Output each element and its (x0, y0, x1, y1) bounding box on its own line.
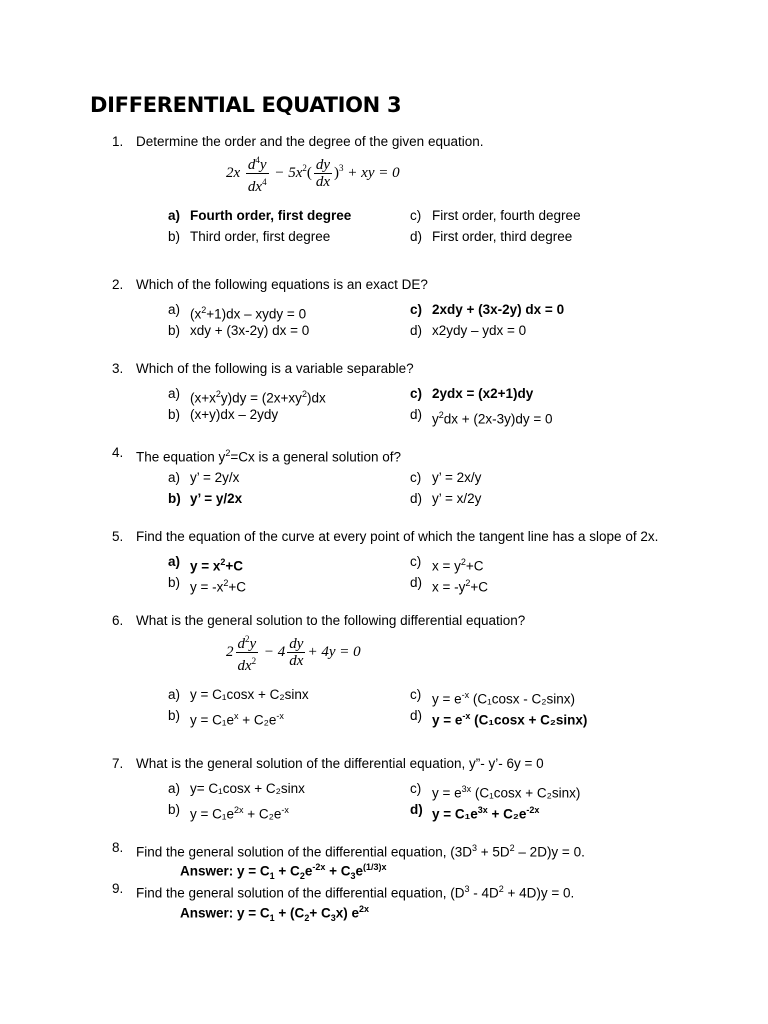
option-label: a) (168, 302, 181, 317)
question-text: What is the general solution of the differential equation, y”- y’- 6y = 0 (136, 756, 544, 771)
question-text: Which of the following is a variable separable? (136, 361, 414, 376)
option-c: 2xdy + (3x-2y) dx = 0 (432, 302, 565, 317)
equation: 2 $\frac{d^2y}{dx^2}$ − 4 $\frac{dy}{dx}$ + 4y = 0 (226, 631, 361, 674)
option-label: d) (410, 708, 423, 723)
option-c: $x = y^2+C$ (432, 557, 484, 574)
option-label: d) (410, 229, 423, 244)
option-label: d) (410, 407, 423, 422)
option-label: c) (410, 687, 422, 702)
option-b: $y = -x^2+C$ (190, 578, 247, 595)
option-d: First order, third degree (432, 229, 573, 244)
option-d: $x = -y^2+C$ (432, 578, 489, 595)
question-text: Find the equation of the curve at every point of which the tangent line has a slope of 2x. (136, 529, 659, 544)
option-label: b) (168, 323, 181, 338)
question-number: 8. (112, 840, 124, 855)
option-label: c) (410, 386, 423, 401)
option-a: y = C₁cosx + C₂sinx (190, 687, 309, 702)
option-label: c) (410, 554, 422, 569)
option-label: b) (168, 407, 181, 422)
option-a: y= C₁cosx + C₂sinx (190, 781, 305, 796)
question-number: 7. (112, 756, 124, 771)
option-c: $y = e^{-x}$ (C₁cosx - C₂sinx) (432, 690, 575, 707)
option-b: $y = C_1e^x + C_2e^{-x}$ (190, 711, 284, 728)
question-text: What is the general solution to the following differential equation? (136, 613, 526, 628)
option-label: a) (168, 781, 181, 796)
answer: Answer: $y = C_1 + (C_2+ C_3x)$ $e^{2x}$ (180, 904, 370, 924)
question-number: 1. (112, 134, 124, 149)
question-text: Find the general solution of the differential equation, $(D^3 - 4D^2 + 4D)y = 0$. (136, 884, 575, 901)
equation: 2x $\frac{d^4y}{dx^4}$ − $5x^2$( $\frac{dy}{dx}$ )$^3$ + xy = 0 (226, 152, 400, 195)
option-label: c) (410, 781, 422, 796)
option-label: c) (410, 208, 422, 223)
option-c: 2ydx = (x2+1)dy (432, 386, 534, 401)
option-d: x2ydy – ydx = 0 (432, 323, 527, 338)
question-number: 6. (112, 613, 124, 628)
option-label: c) (410, 470, 422, 485)
option-a: $(x^2+1)dx$ – xydy = 0 (190, 305, 307, 322)
option-label: a) (168, 386, 181, 401)
option-label: d) (410, 491, 423, 506)
option-label: a) (168, 470, 181, 485)
option-d: y’ = x/2y (432, 491, 482, 506)
option-c: First order, fourth degree (432, 208, 581, 223)
option-label: b) (168, 708, 181, 723)
option-label: d) (410, 575, 423, 590)
option-label: d) (410, 802, 423, 817)
option-label: b) (168, 802, 181, 817)
option-label: d) (410, 323, 423, 338)
question-number: 2. (112, 277, 124, 292)
option-d: $y = e^{-x}$ (C₁cosx + C₂sinx) (432, 711, 588, 728)
page-title: DIFFERENTIAL EQUATION 3 (90, 93, 402, 117)
option-label: b) (168, 491, 181, 506)
question-text: The equation $y^2=Cx$ is a general solution of? (136, 448, 402, 465)
option-d: $y^2dx + (2x-3y)dy = 0$ (432, 410, 553, 427)
option-a: y’ = 2y/x (190, 470, 240, 485)
question-text: Determine the order and the degree of the given equation. (136, 134, 484, 149)
question-text: Find the general solution of the differential equation, $(3D^3 + 5D^2 - 2D)y = 0$. (136, 843, 585, 860)
option-c: y’ = 2x/y (432, 470, 482, 485)
question-number: 4. (112, 445, 124, 460)
question-number: 9. (112, 881, 124, 896)
option-c: $y = e^{3x}$ (C₁cosx + C₂sinx) (432, 784, 581, 801)
option-a: $y = x^2+C$ (190, 557, 244, 574)
option-label: c) (410, 302, 423, 317)
option-b: y’ = y/2x (190, 491, 243, 506)
question-number: 5. (112, 529, 124, 544)
option-label: a) (168, 208, 181, 223)
question-number: 3. (112, 361, 124, 376)
option-a: Fourth order, first degree (190, 208, 352, 223)
question-text: Which of the following equations is an exact DE? (136, 277, 428, 292)
option-label: a) (168, 554, 181, 569)
option-a: $(x+x^2y)dy = (2x+xy^2)dx$ (190, 389, 326, 406)
option-b: $y = C_1e^{2x} + C_2e^{-x}$ (190, 805, 289, 822)
option-b: Third order, first degree (190, 229, 331, 244)
option-b: xdy + (3x-2y) dx = 0 (190, 323, 310, 338)
option-d: $y = C_1e^{3x} + C_2e^{-2x}$ (432, 805, 540, 822)
option-label: a) (168, 687, 181, 702)
option-label: b) (168, 575, 181, 590)
option-b: (x+y)dx – 2ydy (190, 407, 279, 422)
option-label: b) (168, 229, 181, 244)
answer: Answer: $y = C_1 + C_2e^{-2x} + C_3e^{(1/3)x}$ (180, 862, 387, 882)
